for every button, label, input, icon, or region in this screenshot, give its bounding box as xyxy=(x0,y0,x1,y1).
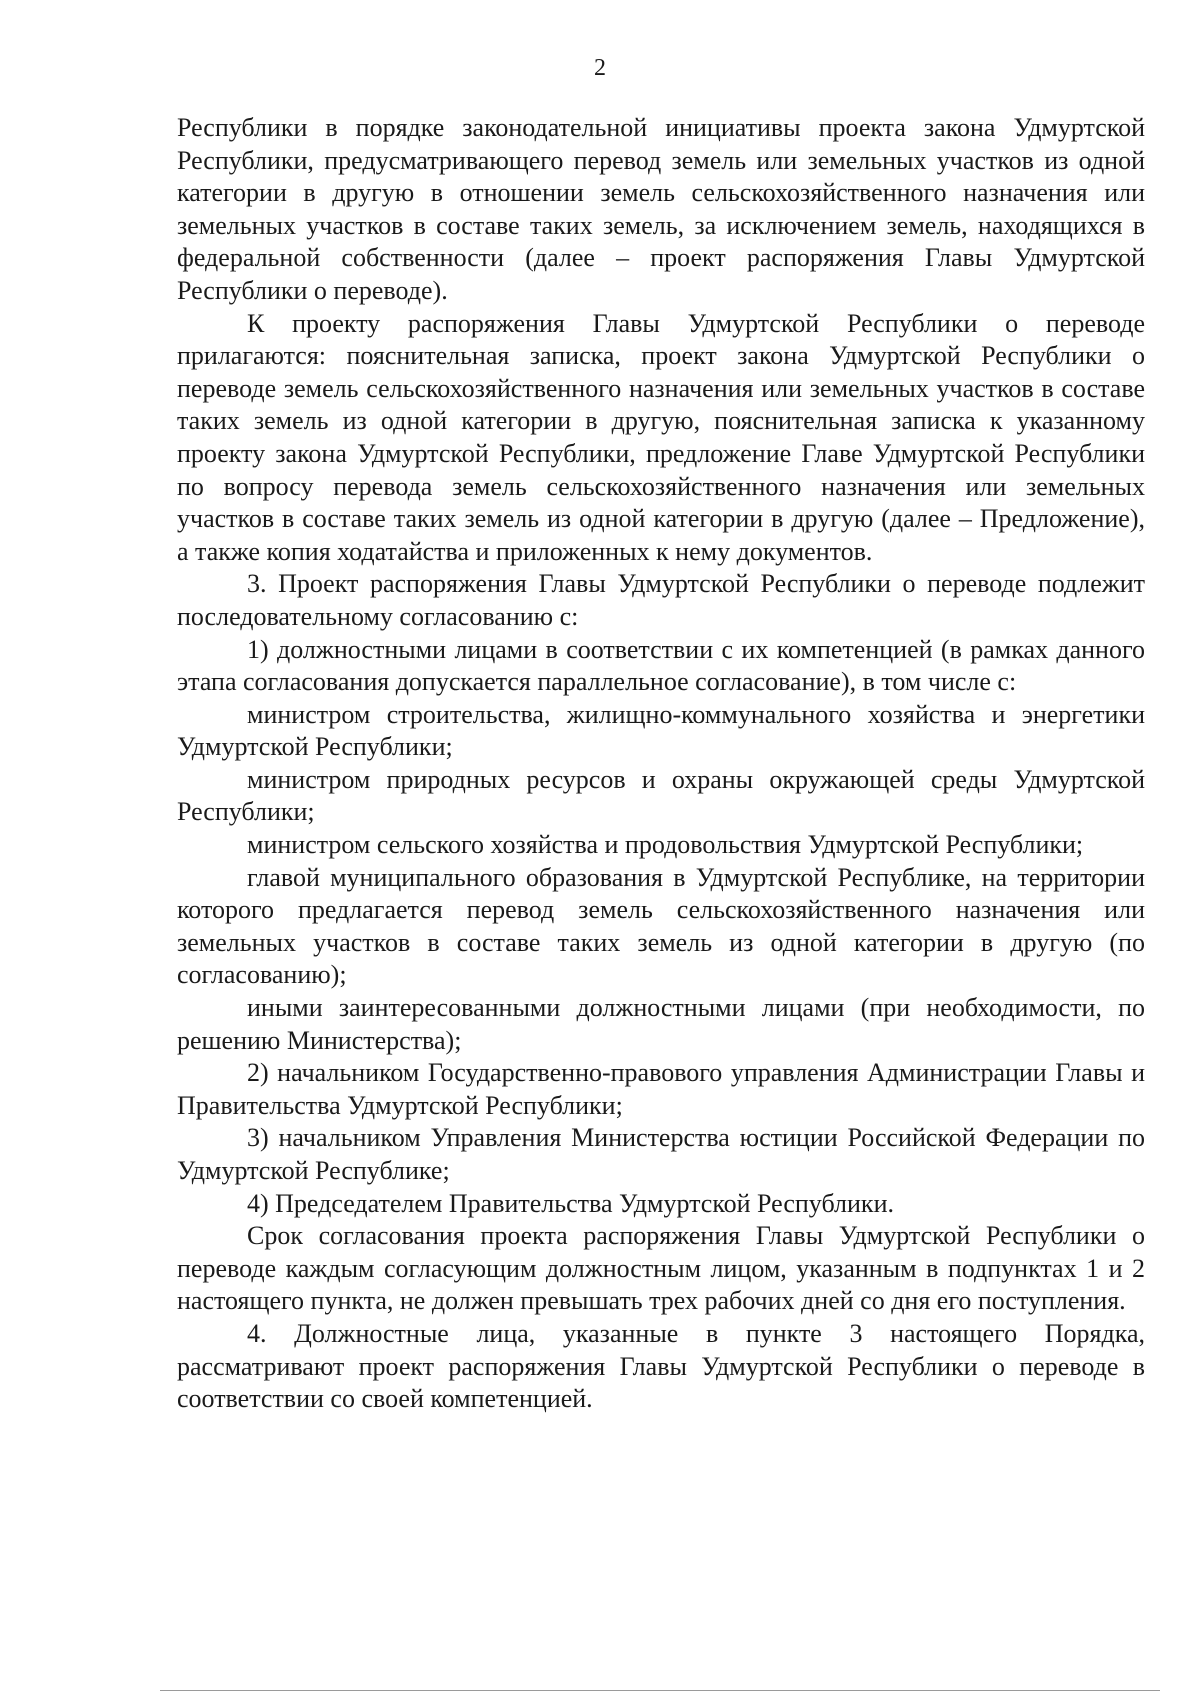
paragraph: 4) Председателем Правительства Удмуртской Республики. xyxy=(247,1188,894,1218)
paragraph: 3) начальником Управления Министерства юстиции Российской Федерации по Удмуртской Республике; xyxy=(177,1123,1145,1185)
paragraph: 1) должностными лицами в соответствии с их компетенцией (в рамках данного этапа согласования допускается параллельное согласование), в том числе с: xyxy=(177,634,1145,697)
paragraph: 3. Проект распоряжения Главы Удмуртской Республики о переводе подлежит последовательному согласованию с: xyxy=(177,569,1145,631)
paragraph: Республики в порядке законодательной инициативы проекта закона Удмуртской Республики, предусматривающего перевод земель или земельных участков из одной категории в другую в отношении земель сельскохозяйственного назначения или земельных участков в составе таких земель, за исключением земель, находящихся в федеральной собственности (далее – проект распоряжения Главы Удмуртской Республики о переводе). xyxy=(177,113,1145,305)
page-number: 2 xyxy=(594,55,606,81)
paragraph: министром сельского хозяйства и продовольствия Удмуртской Республики; xyxy=(247,830,1084,860)
paragraph: Срок согласования проекта распоряжения Главы Удмуртской Республики о переводе каждым согласующим должностным лицом, указанным в подпунктах 1 и 2 настоящего пункта, не должен превышать трех рабочих дней со дня его поступления. xyxy=(177,1221,1145,1316)
paragraph: 2) начальником Государственно-правового управления Администрации Главы и Правительства Удмуртской Республики; xyxy=(177,1058,1145,1120)
paragraph: министром природных ресурсов и охраны окружающей среды Удмуртской Республики; xyxy=(177,764,1145,827)
paragraph: иными заинтересованными должностными лицами (при необходимости, по решению Министерства); xyxy=(177,993,1145,1055)
page-bottom-rule xyxy=(160,1690,1160,1691)
paragraph: министром строительства, жилищно-коммунального хозяйства и энергетики Удмуртской Республики; xyxy=(177,699,1145,762)
paragraph: К проекту распоряжения Главы Удмуртской Республики о переводе прилагаются: пояснительная записка, проект закона Удмуртской Республики о переводе земель сельскохозяйственного назначения или земельных участков в составе таких земель из одной категории в другую, пояснительная записка к указанному проекту закона Удмуртской Республики, предложение Главе Удмуртской Республики по вопросу перевода земель сельскохозяйственного назначения или земельных участков в составе таких земель из одной категории в другую (далее – Предложение), а также копия ходатайства и приложенных к нему документов. xyxy=(177,308,1145,566)
paragraph: 4. Должностные лица, указанные в пункте 3 настоящего Порядка, рассматривают проект распоряжения Главы Удмуртской Республики о переводе в соответствии со своей компетенцией. xyxy=(177,1318,1145,1414)
document-body xyxy=(177,112,1145,1416)
paragraph: главой муниципального образования в Удмуртской Республике, на территории которого предлагается перевод земель сельскохозяйственного назначения или земельных участков в составе таких земель из одной категории в другую (по согласованию); xyxy=(177,862,1145,990)
